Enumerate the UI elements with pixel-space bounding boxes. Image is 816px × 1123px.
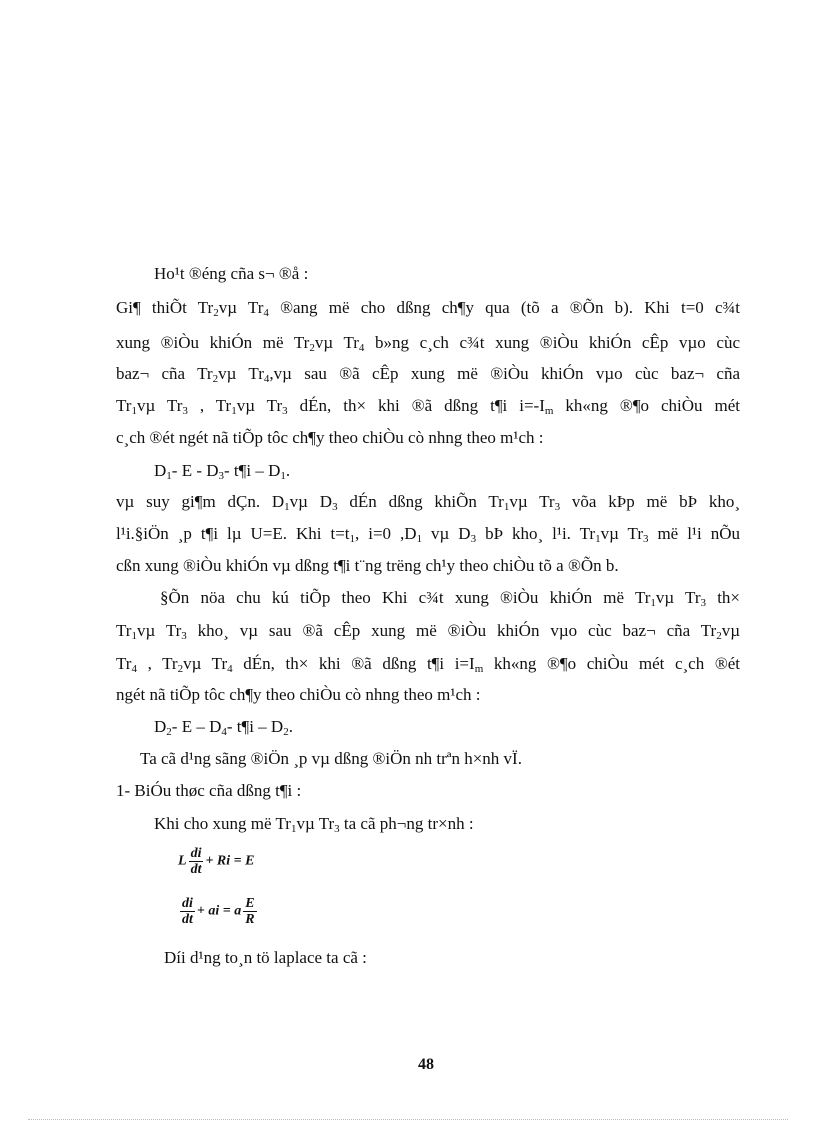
subscript: 4 xyxy=(263,307,269,319)
subscript: 1 xyxy=(290,823,297,835)
subscript: 1 xyxy=(231,405,237,417)
para-line xyxy=(116,524,740,544)
text-run: më l¹i nÕu xyxy=(648,524,741,543)
text-run: vµ Tr xyxy=(236,396,283,415)
text-run: - t¶i – D xyxy=(224,461,281,480)
text-run: - t¶i – D xyxy=(226,717,284,736)
text-run: bÞ kho¸ l¹i. Tr xyxy=(476,524,596,543)
text-run: vµ Tr xyxy=(314,333,359,352)
subscript: 4 xyxy=(227,663,233,675)
text-run: kh«ng ®¶o chiÒu mét xyxy=(553,396,741,415)
para-line xyxy=(116,396,740,416)
text-run: dÉn, th× khi ®ã dßng t¶i i=I xyxy=(232,654,475,673)
equation-2: $\frac{di}{dt}$ + ai = a $\frac{E}{R}$ xyxy=(182,896,255,927)
subscript: 1 xyxy=(650,597,656,609)
text-run: D xyxy=(154,461,167,480)
text-run: D xyxy=(154,717,167,736)
text-run: §Õn nöa chu kú tiÕp theo Khi c¾t xung ®iÒu khiÓn më Tr xyxy=(160,588,651,607)
subscript: 3 xyxy=(470,533,477,545)
subscript: 3 xyxy=(642,533,649,545)
subscript: 1 xyxy=(131,630,137,642)
page-number: 48 xyxy=(418,1056,434,1073)
para-line: ngét nã tiÕp tôc ch¶y theo chiÒu cò nhng theo m¹ch : xyxy=(116,685,481,704)
equation-1: L $\frac{di}{dt}$ + Ri = E xyxy=(178,846,255,877)
para-line xyxy=(154,814,474,834)
text-run: xung ®iÒu khiÓn më Tr xyxy=(116,333,310,352)
subscript: 2 xyxy=(309,342,315,354)
text-run: vµ Tr xyxy=(218,364,264,383)
para-line xyxy=(160,588,740,608)
subscript: 3 xyxy=(182,405,188,417)
text-run: kh«ng ®¶o chiÒu mét c¸ch ®ét xyxy=(483,654,741,673)
subscript: 1 xyxy=(595,533,601,545)
text-run: ,vµ sau ®ã cÊp xung më ®iÒu khiÓn vµo cùc baz¬ cña xyxy=(269,364,741,383)
text-run: Tr xyxy=(116,396,132,415)
para-line: Ta cã d¹ng sãng ®iÖn ¸p vµ dßng ®iÖn nh trªn h×nh vÏ. xyxy=(140,749,522,768)
text-run: dÉn, th× khi ®ã dßng t¶i i=-I xyxy=(287,396,545,415)
subscript: 1 xyxy=(280,470,286,482)
subscript: 2 xyxy=(716,630,722,642)
text-run: vµ Tr xyxy=(600,524,643,543)
subscript: 2 xyxy=(212,373,219,385)
subscript: 1 xyxy=(416,533,423,545)
para-line xyxy=(116,492,740,512)
footer-divider xyxy=(28,1119,788,1120)
text-run: b»ng c¸ch c¾t xung ®iÒu khiÓn cÊp vµo cùc xyxy=(364,333,740,352)
text-run: vµ Tr xyxy=(136,621,182,640)
text-run: dÉn dßng khiÕn Tr xyxy=(337,492,504,511)
text-run: vµ Tr xyxy=(136,396,183,415)
subscript: 2 xyxy=(213,307,219,319)
subscript: 1 xyxy=(131,405,137,417)
para-line xyxy=(116,333,740,353)
text-run: , Tr xyxy=(136,654,178,673)
text-run: baz¬ cña Tr xyxy=(116,364,213,383)
para-line xyxy=(116,364,740,384)
text-run: vµ Tr xyxy=(509,492,555,511)
text-run: ta cã ph¬ng tr×nh : xyxy=(339,814,474,833)
subscript: 3 xyxy=(181,630,187,642)
text-run: - E - D xyxy=(171,461,219,480)
text-run: vµ D xyxy=(422,524,471,543)
text-run: vµ Tr xyxy=(296,814,335,833)
para-line: Díi d¹ng to¸n tö laplace ta cã : xyxy=(164,948,367,967)
subscript: 3 xyxy=(332,501,338,513)
subscript: 1 xyxy=(166,470,172,482)
section-heading: 1- BiÓu thøc cña dßng t¶i : xyxy=(116,781,302,800)
para-line: cßn xung ®iÒu khiÓn vµ dßng t¶i t¨ng trëng ch¹y theo chiÒu tõ a ®Õn b. xyxy=(116,556,619,575)
text-run: Tr xyxy=(116,621,132,640)
subscript: 3 xyxy=(282,405,288,417)
subscript: m xyxy=(474,663,484,675)
subscript: 3 xyxy=(334,823,340,835)
text-run: vµ Tr xyxy=(183,654,228,673)
text-run: th× xyxy=(706,588,741,607)
subscript: 4 xyxy=(221,726,227,738)
text-run: . xyxy=(288,717,293,736)
text-run: vµ Tr xyxy=(218,298,264,317)
text-run: vµ xyxy=(721,621,740,640)
subscript: 2 xyxy=(166,726,172,738)
para-line xyxy=(116,298,740,318)
text-run: - E – D xyxy=(171,717,222,736)
subscript: 2 xyxy=(177,663,184,675)
text-run: vµ suy gi¶m dÇn. D xyxy=(116,492,285,511)
formula-line xyxy=(154,717,293,737)
subscript: 1 xyxy=(349,533,356,545)
text-run: , Tr xyxy=(187,396,232,415)
text-run: Tr xyxy=(116,654,132,673)
text-run: Khi cho xung më Tr xyxy=(154,814,291,833)
subscript: 2 xyxy=(283,726,289,738)
text-run: , i=0 ,D xyxy=(355,524,417,543)
text-run: vµ D xyxy=(289,492,333,511)
para-line: c¸ch ®ét ngét nã tiÕp tôc ch¶y theo chiÒu cò nhng theo m¹ch : xyxy=(116,428,544,447)
text-run: Gi¶ thiÕt Tr xyxy=(116,298,214,317)
subscript: 3 xyxy=(218,470,225,482)
subscript: 3 xyxy=(700,597,707,609)
text-run: ®ang më cho dßng ch¶y qua (tõ a ®Õn b). Khi t=0 c¾t xyxy=(268,298,741,317)
subscript: 3 xyxy=(554,501,561,513)
subscript: 4 xyxy=(358,342,365,354)
heading: Ho¹t ®éng cña s¬ ®å : xyxy=(154,264,309,283)
subscript: 4 xyxy=(131,663,137,675)
subscript: 1 xyxy=(503,501,510,513)
subscript: 1 xyxy=(284,501,290,513)
text-run: vµ Tr xyxy=(655,588,701,607)
text-run: võa kÞp më bÞ kho¸ xyxy=(560,492,741,511)
subscript: m xyxy=(544,405,554,417)
formula-line xyxy=(154,461,290,481)
text-run: l¹i.§iÖn ¸p t¶i lµ U=E. Khi t=t xyxy=(116,524,350,543)
para-line xyxy=(116,654,740,674)
para-line xyxy=(116,621,740,641)
subscript: 4 xyxy=(263,373,270,385)
text-run: . xyxy=(285,461,291,480)
text-run: kho¸ vµ sau ®ã cÊp xung më ®iÒu khiÓn vµo cùc baz¬ cña Tr xyxy=(186,621,717,640)
